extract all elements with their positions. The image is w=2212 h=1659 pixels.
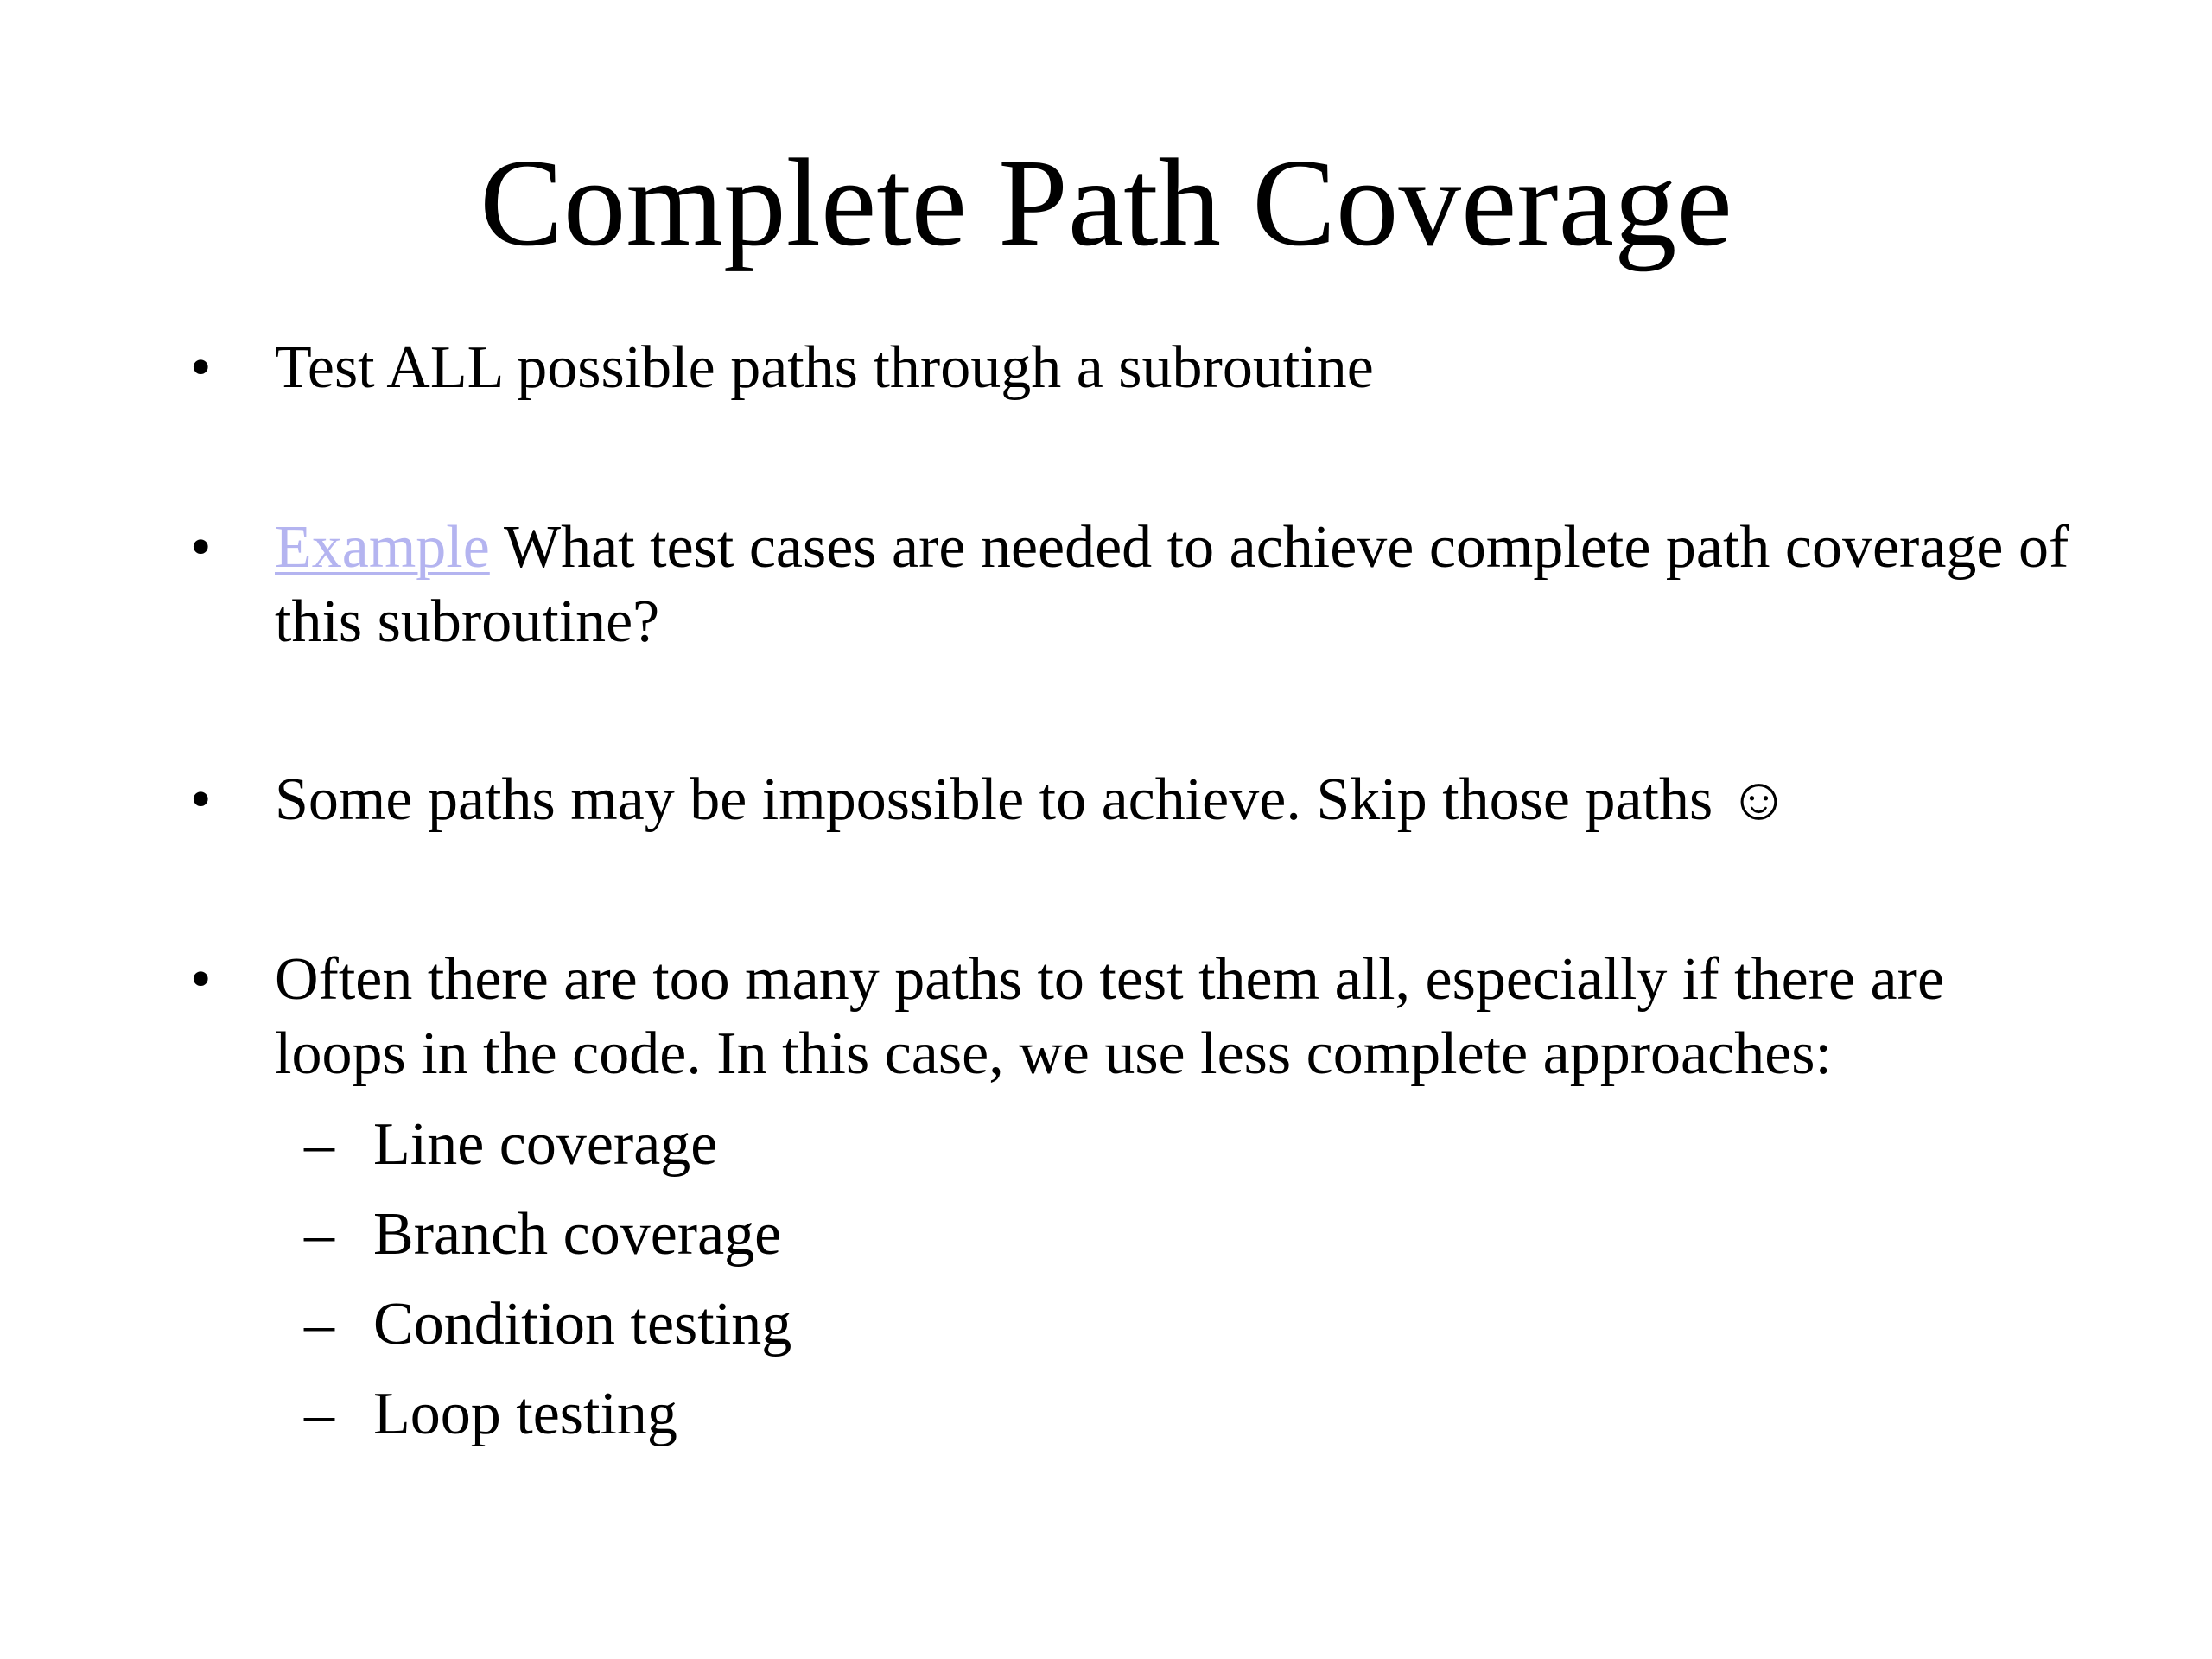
sub-bullet-marker: –: [304, 1201, 334, 1268]
sub-bullet-text: Condition testing: [373, 1291, 792, 1357]
bullet-marker: •: [190, 334, 212, 401]
bullet-marker: •: [190, 514, 212, 581]
bullet-text: Some paths may be impossible to achieve. Skip those paths ☺: [275, 766, 1790, 833]
bullet-marker: •: [190, 946, 212, 1013]
sub-bullet-marker: –: [304, 1291, 334, 1357]
example-link[interactable]: Example: [275, 514, 490, 581]
sub-bullet-text: Loop testing: [373, 1381, 677, 1447]
bullet-text-rest: What test cases are needed to achieve complete path coverage of this subroutine?: [275, 514, 2069, 655]
sub-bullet-text: Line coverage: [373, 1111, 718, 1178]
bullet-text: [275, 511, 2072, 659]
slide-title: Complete Path Coverage: [480, 134, 1732, 272]
sub-bullet-marker: –: [304, 1381, 334, 1447]
sub-bullet-text: Branch coverage: [373, 1201, 782, 1268]
bullet-text: Often there are too many paths to test them all, especially if there are loops in the code. In this case, we use less complete approaches:: [275, 946, 1945, 1087]
bullet-marker: •: [190, 766, 212, 833]
bullet-text: Test ALL possible paths through a subroutine: [275, 334, 1374, 401]
sub-bullet-marker: –: [304, 1111, 334, 1178]
